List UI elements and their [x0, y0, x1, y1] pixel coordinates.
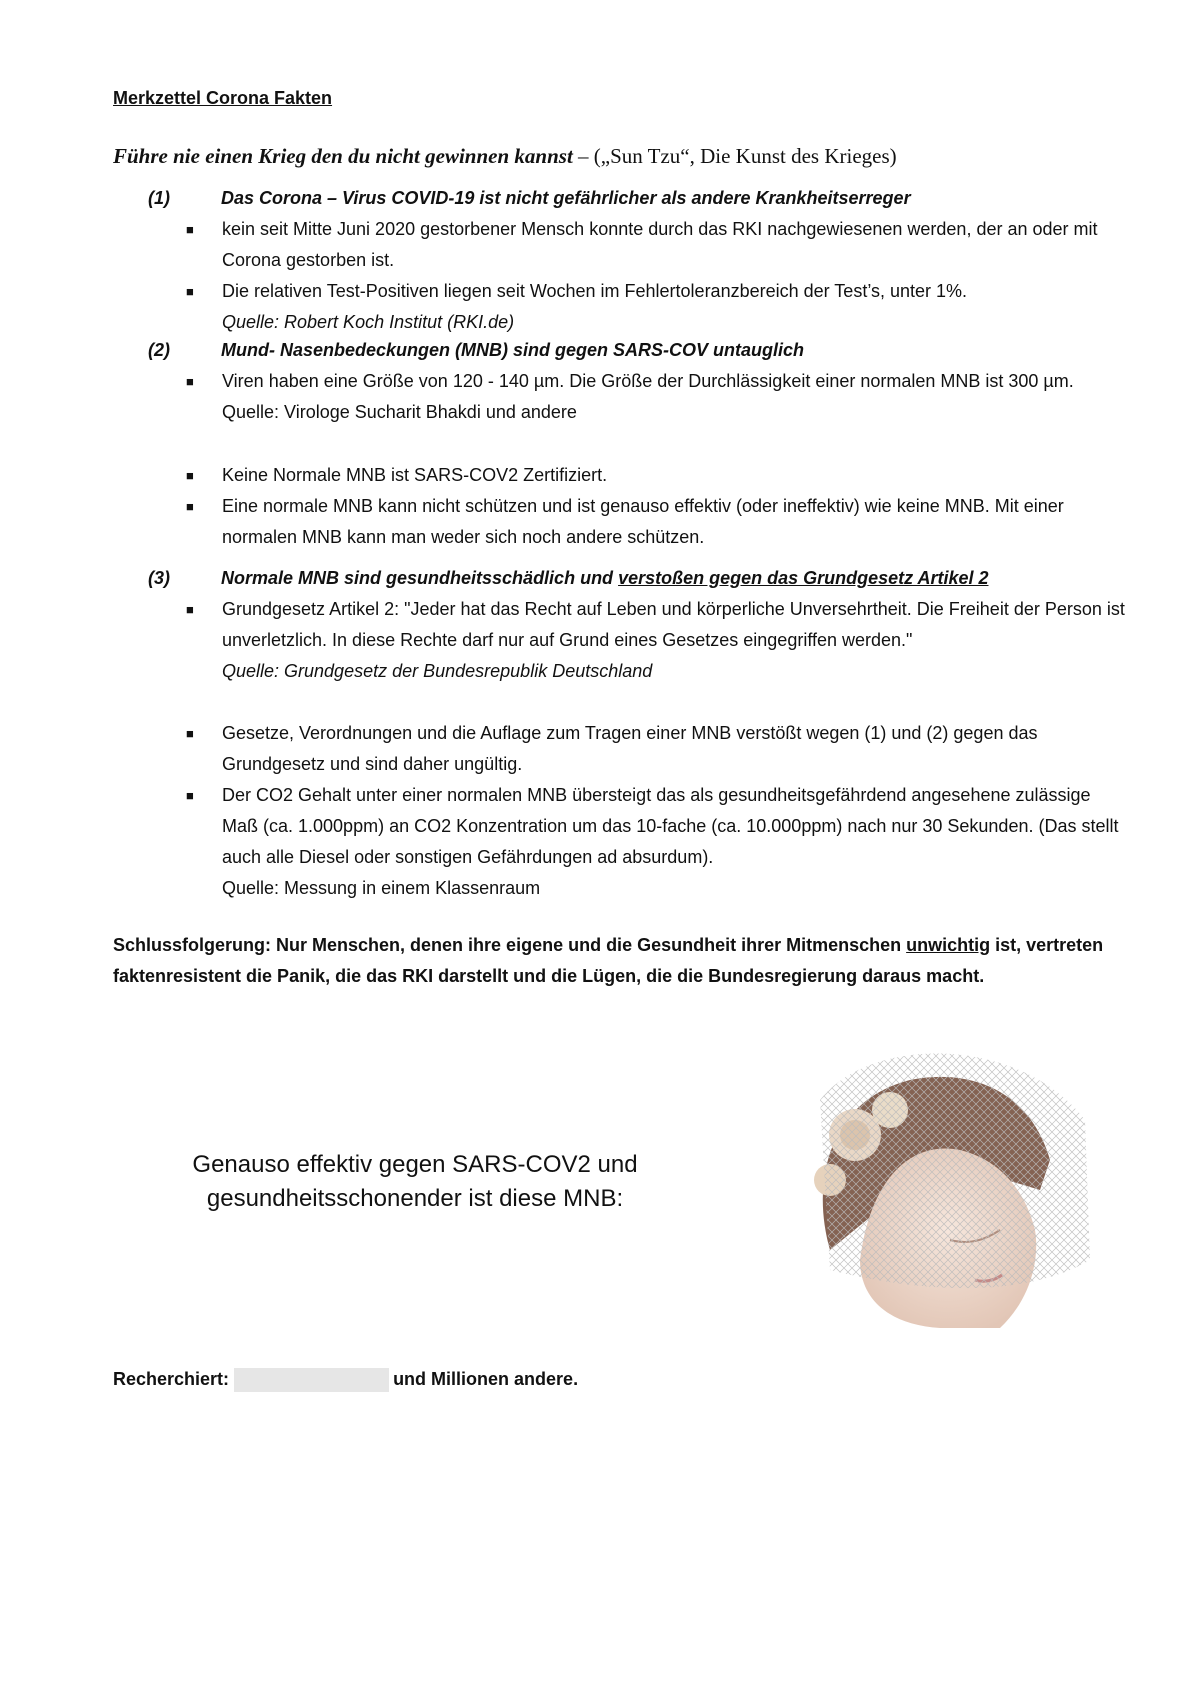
- list-item: [186, 594, 1126, 687]
- footer-line: [113, 1368, 578, 1392]
- redaction-box: [234, 1368, 389, 1392]
- quote-main: Führe nie einen Krieg den du nicht gewinnen kannst: [113, 144, 573, 168]
- image-caption: [170, 1148, 660, 1216]
- footer-label: Recherchiert:: [113, 1368, 230, 1389]
- page-title: Merkzettel Corona Fakten: [113, 88, 333, 108]
- section-heading-text: Mund- Nasenbedeckungen (MNB) sind gegen SARS-COV untauglich: [221, 340, 805, 360]
- list-item-text: Grundgesetz Artikel 2: "Jeder hat das Recht auf Leben und körperliche Unversehrtheit. Die Freiheit der Person ist unverletzlich. In diese Rechte darf nur auf Grund eines Gesetzes eingegriffen werden.": [222, 599, 1125, 650]
- source-note: Quelle: Robert Koch Institut (RKI.de): [222, 312, 515, 332]
- list-item: [186, 214, 1126, 276]
- section-number: (2): [148, 340, 170, 360]
- footer-text: und Millionen andere.: [393, 1368, 579, 1389]
- list-item-text: Gesetze, Verordnungen und die Auflage zum Tragen einer MNB verstößt wegen (1) und (2) gegen das Grundgesetz und sind daher ungültig.: [222, 723, 1038, 774]
- woman-with-veil-photo: [800, 1040, 1100, 1330]
- list-item-text: Die relativen Test-Positiven liegen seit Wochen im Fehlertoleranzbereich der Test’s, unter 1%.: [222, 281, 968, 301]
- conclusion-paragraph: [113, 930, 1123, 992]
- list-item-text: kein seit Mitte Juni 2020 gestorbener Mensch konnte durch das RKI nachgewiesenen werden, der an oder mit Corona gestorben ist.: [222, 219, 1098, 270]
- list-item: [186, 276, 1126, 338]
- conclusion-text-a: Schlussfolgerung: Nur Menschen, denen ihre eigene und die Gesundheit ihrer Mitmenschen: [113, 935, 907, 955]
- list-item: [186, 491, 1126, 553]
- bullet-square-icon: ■: [186, 374, 194, 389]
- bullet-square-icon: ■: [186, 468, 194, 483]
- conclusion-text-b: ist, vertreten faktenresistent die Panik, die das RKI darstellt und die Lügen, die die Bundesregierung daraus macht.: [113, 935, 1104, 986]
- quote-attribution: – („Sun Tzu“, Die Kunst des Krieges): [572, 144, 897, 168]
- section-3-heading: [148, 568, 989, 589]
- caption-line-2: gesundheitsschonender ist diese MNB:: [206, 1185, 624, 1212]
- bullet-square-icon: ■: [186, 726, 194, 741]
- section-number: (1): [148, 188, 170, 208]
- list-item: [186, 718, 1126, 780]
- section-2-heading: [148, 340, 804, 361]
- bullet-square-icon: ■: [186, 222, 194, 237]
- source-note: Quelle: Messung in einem Klassenraum: [222, 878, 541, 898]
- list-item: [186, 366, 1126, 428]
- section-heading-underlined: verstoßen gegen das Grundgesetz Artikel 2: [618, 568, 989, 588]
- bullet-square-icon: ■: [186, 499, 194, 514]
- quote-line: [113, 144, 897, 169]
- list-item-text: Der CO2 Gehalt unter einer normalen MNB übersteigt das als gesundheitsgefährdend angesehene zulässige Maß (ca. 1.000ppm) an CO2 Konzentration um das 10-fache (ca. 10.000ppm) nach nur 30 Sekunden. (Das stellt auch alle Diesel oder sonstigen Gefährdungen ad absurdum).: [222, 785, 1119, 867]
- section-number: (3): [148, 568, 170, 588]
- bullet-square-icon: ■: [186, 788, 194, 803]
- list-item: [186, 460, 1126, 491]
- bullet-square-icon: ■: [186, 602, 194, 617]
- list-item: [186, 780, 1126, 904]
- list-item-text: Eine normale MNB kann nicht schützen und ist genauso effektiv (oder ineffektiv) wie keine MNB. Mit einer normalen MNB kann man weder sich noch andere schützen.: [222, 496, 1064, 547]
- source-note: Quelle: Virologe Sucharit Bhakdi und andere: [222, 402, 577, 422]
- section-heading-text: Normale MNB sind gesundheitsschädlich und: [221, 568, 619, 588]
- source-note: Quelle: Grundgesetz der Bundesrepublik Deutschland: [222, 661, 653, 681]
- bullet-square-icon: ■: [186, 284, 194, 299]
- section-heading-text: Das Corona – Virus COVID-19 ist nicht gefährlicher als andere Krankheitserreger: [221, 188, 911, 208]
- section-1-heading: [148, 188, 911, 209]
- conclusion-underlined-word: unwichtig: [906, 935, 991, 955]
- list-item-text: Viren haben eine Größe von 120 - 140 µm. Die Größe der Durchlässigkeit einer normalen MNB ist 300 µm.: [222, 371, 1074, 391]
- caption-line-1: Genauso effektiv gegen SARS-COV2 und: [192, 1151, 638, 1178]
- list-item-text: Keine Normale MNB ist SARS-COV2 Zertifiziert.: [222, 465, 608, 485]
